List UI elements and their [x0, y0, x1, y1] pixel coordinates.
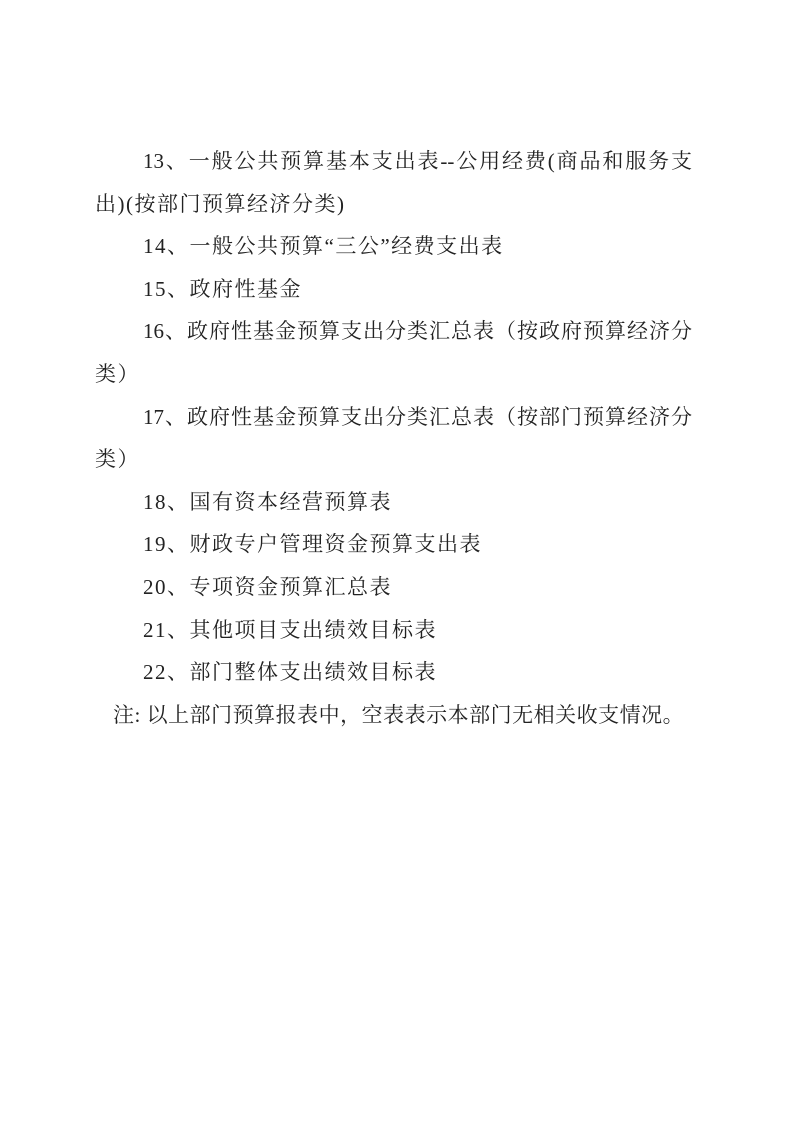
document-text-block	[95, 140, 692, 736]
note-line: 注: 以上部门预算报表中，空表表示本部门无相关收支情况。	[113, 702, 685, 727]
item-17-line-2: 类）	[95, 447, 140, 472]
item-16-line-1: 16、政府性基金预算支出分类汇总表（按政府预算经济分	[143, 319, 692, 344]
item-17-line-1: 17、政府性基金预算支出分类汇总表（按部门预算经济分	[143, 404, 692, 429]
item-15: 15、政府性基金	[143, 276, 302, 301]
item-18: 18、国有资本经营预算表	[143, 489, 392, 514]
item-16-line-2: 类）	[95, 361, 140, 386]
item-13-line-2: 出)(按部门预算经济分类)	[95, 191, 346, 216]
item-21: 21、其他项目支出绩效目标表	[143, 617, 437, 642]
item-22: 22、部门整体支出绩效目标表	[143, 660, 437, 685]
item-19: 19、财政专户管理资金预算支出表	[143, 532, 482, 557]
item-13-line-1: 13、一般公共预算基本支出表--公用经费(商品和服务支	[143, 149, 692, 173]
item-20: 20、专项资金预算汇总表	[143, 574, 392, 599]
item-14: 14、一般公共预算“三公”经费支出表	[143, 234, 504, 259]
